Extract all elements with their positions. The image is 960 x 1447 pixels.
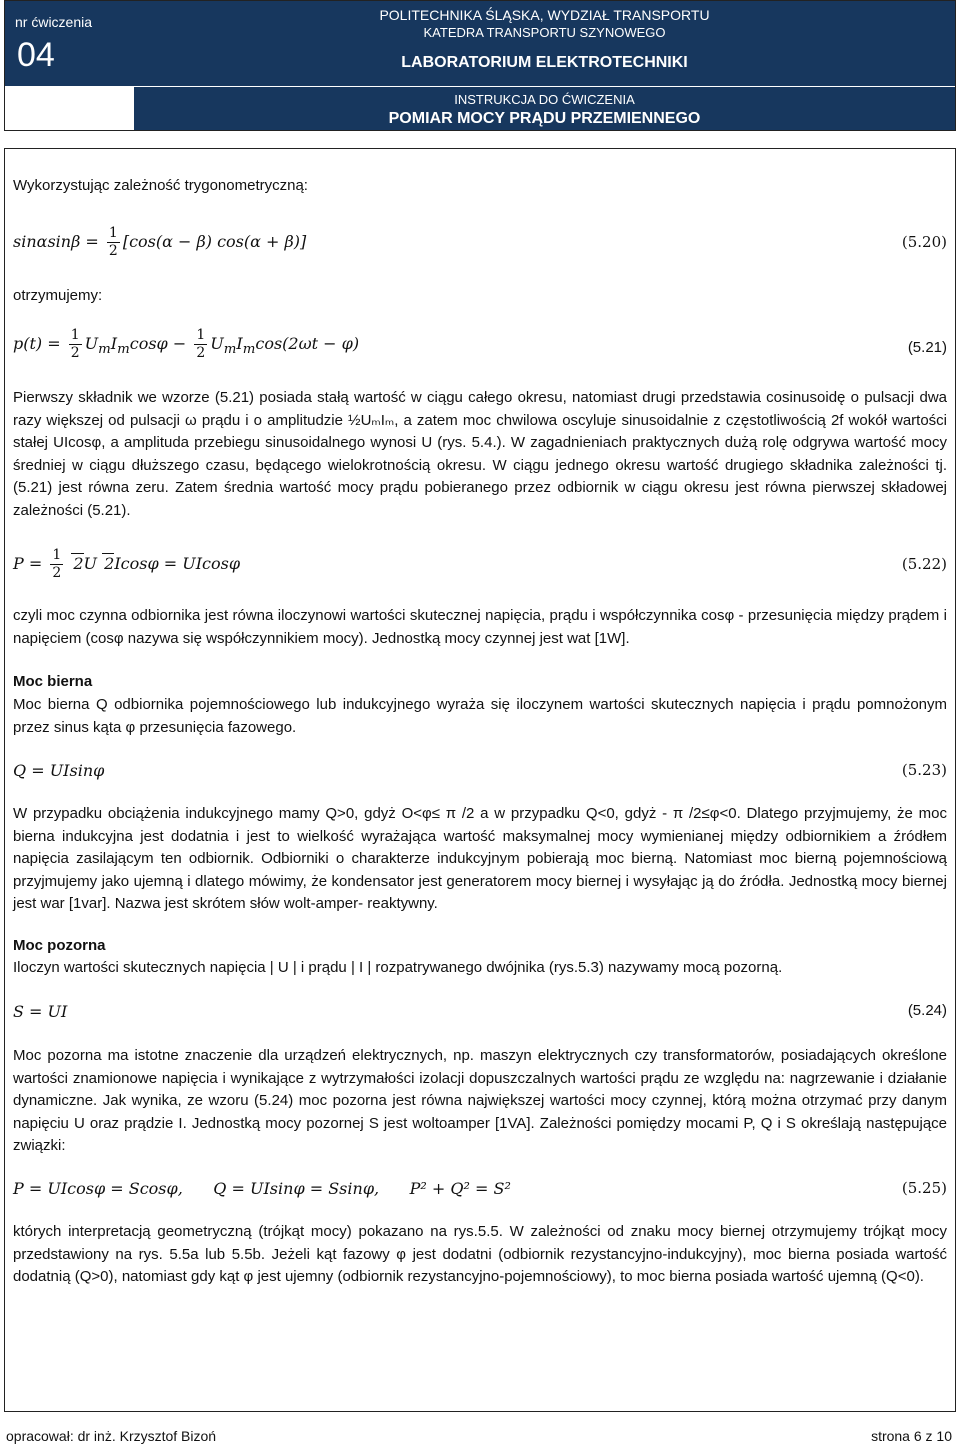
paragraph: W przypadku obciążenia indukcyjnego mamy Q>0, gdyż O<φ≤ π /2 a w przypadku Q<0, gdyż - π /2≤φ<0. Dlatego przyjmujemy, że moc bierna indukcyjna jest dodatnia i jest to wielkość wyrażająca wartość maksymalnej mocy wymienianej między odbiornikiem a źródłem napięcia zasilającym ten odbiornik. Odbiorniki o charakterze indukcyjnym pobierają moc bierną. Natomiast moc bierną pojemnościową przyjmujemy jako ujemną i dlatego mówimy, że kondensator jest generatorem mocy biernej i wysyłając ją do źródła. Jednostką mocy biernej jest war [1var]. Nazwa jest skrótem słów wolt-amper- reaktywny.	[13, 805, 947, 912]
paragraph: których interpretacją geometryczną (trójkąt mocy) pokazano na rys.5.5. W zależności od znaku mocy biernej otrzymujemy trójkąt mocy przedstawiony na rys. 5.5a lub 5.5b. Jeżeli kąt fazowy φ jest dodatni (odbiornik rezystancyjno-indukcyjny), moc bierna posiada wartość dodatnią (Q>0), natomiast gdy kąt φ jest ujemny (odbiornik rezystancyjno-pojemnościowy), to moc bierna posiada wartość ujemną (Q<0).	[13, 1223, 947, 1285]
paragraph: otrzymujemy:	[13, 287, 103, 304]
equation-5-23: Q = UIsinφ	[13, 761, 105, 780]
exercise-number-cell	[5, 1, 134, 86]
equation-number: (5.20)	[901, 233, 947, 251]
section-heading: Moc pozorna	[13, 937, 106, 954]
header-blank-cell	[5, 86, 134, 130]
footer-author: opracował: dr inż. Krzysztof Bizoń	[6, 1428, 217, 1444]
paragraph: Moc bierna Q odbiornika pojemnościowego lub indukcyjnego wyraża się iloczynem wartości skutecznych napięcia i prądu pomnożonym przez sinus kąta φ przesunięcia fazowego.	[13, 696, 947, 736]
equation-number: (5.24)	[907, 1002, 947, 1019]
paragraph: Moc pozorna ma istotne znaczenie dla urządzeń elektrycznych, np. maszyn elektrycznych czy transformatorów, posiadających określone wartości znamionowe napięcia i wynikające z wytrzymałości izolacji dopuszczalnych wartości prądu ze względu na: nagrzewanie i działanie dynamiczne. Jak wynika, ze wzoru (5.24) moc pozorna jest równa największej wartości mocy czynnej, którą można otrzymać przy danym napięciu U oraz prądzie I. Jednostką mocy pozornej S jest woltoamper [1VA]. Zależności pomiędzy mocami P, Q i S określają następujące związki:	[13, 1047, 947, 1154]
paragraph: Iloczyn wartości skutecznych napięcia | U | i prądu | I | rozpatrywanego dwójnika (rys.5.3) nazywamy mocą pozorną.	[13, 959, 783, 976]
equation-number: (5.23)	[901, 761, 947, 779]
page-content	[4, 148, 956, 1412]
paragraph: czyli moc czynna odbiornika jest równa iloczynowi wartości skutecznej napięcia, prądu i współczynnika cosφ - przesunięcia między prądem i napięciem (cosφ nazywa się współczynnikiem mocy). Jednostką mocy czynnej jest wat [1W].	[13, 607, 947, 647]
equation-number: (5.22)	[901, 555, 947, 573]
footer-page-number: strona 6 z 10	[871, 1428, 952, 1444]
equation-5-21: p(t) = $\frac{1}{2}$ $U_mI_m\cos\varphi$ − $\frac{1}{2}$ $U_mI_m\cos(2\omega t - \varphi)$	[13, 327, 360, 361]
paragraph: Pierwszy składnik we wzorze (5.21) posiada stałą wartość w ciągu całego okresu, natomiast drugi przedstawia cosinusoidę o pulsacji dwa razy większej od pulsacji ω prądu i o amplitudzie ½UₘIₘ, a zatem moc chwilowa oscyluje sinusoidalnie z częstotliwością 2f wokół wartości stałej UIcosφ, a amplituda przebiegu sinusoidalnego wynosi U (rys. 5.4.). W zagadnieniach praktycznych dużą rolę odgrywa wartość mocy średniej w ciągu dłuższego czasu, będącego wielokrotnością okresu. W ciągu jednego okresu wartość drugiego składnika zależności tj. (5.21) jest równa zeru. Zatem średnia wartość mocy prądu pobieranego przez odbiornik w ciągu okresu jest równa pierwszej składowej zależności (5.21).	[13, 389, 947, 519]
equation-number: (5.25)	[901, 1179, 947, 1197]
equation-number: (5.21)	[907, 339, 947, 356]
instruction-cell	[134, 86, 955, 130]
department-name: KATEDRA TRANSPORTU SZYNOWEGO	[423, 25, 666, 40]
lab-name: LABORATORIUM ELEKTROTECHNIKI	[401, 54, 688, 71]
instruction-label: INSTRUKCJA DO ĆWICZENIA	[454, 92, 635, 107]
exercise-title: POMIAR MOCY PRĄDU PRZEMIENNEGO	[388, 110, 701, 127]
paragraph: Wykorzystując zależność trygonometryczną:	[13, 177, 308, 194]
university-name: POLITECHNIKA ŚLĄSKA, WYDZIAŁ TRANSPORTU	[379, 7, 710, 23]
institution-cell	[134, 1, 955, 86]
exercise-label: nr ćwiczenia	[15, 14, 93, 30]
section-heading: Moc bierna	[13, 673, 93, 690]
equation-5-25: P = UIcosφ = Scosφ, Q = UIsinφ = Ssinφ, P² + Q² = S²	[13, 1179, 511, 1198]
document-header	[4, 0, 956, 131]
exercise-number: 04	[17, 36, 55, 74]
equation-5-24: S = UI	[13, 1002, 68, 1021]
equation-5-20: sinαsinβ = $\frac{1}{2}$ [cos(α − β) cos(α + β)]	[13, 225, 307, 259]
equation-5-22: P = $\frac{1}{2}$ 2U 2Icosφ = UIcosφ	[13, 547, 241, 581]
